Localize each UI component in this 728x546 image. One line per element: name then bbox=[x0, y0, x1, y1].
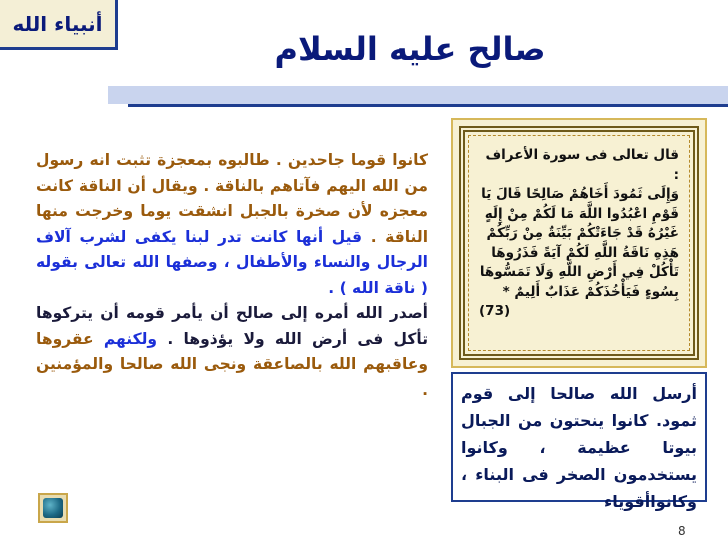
summary-box: أرسل الله صالحا إلى قوم ثمود. كانوا ينحتون من الجبال بيوتا عظيمة ، وكانوا يستخدمون الصخر فى البناء ، وكانواأقوياء bbox=[451, 372, 707, 502]
story-text-segment: أصدر الله أمره إلى صالح أن يأمر قومه أن يتركوها تأكل فى أرض الله ولا يؤذوها . bbox=[36, 304, 429, 348]
story-text-segment: عقروها وعاقبهم الله بالصاعقة ونجى الله صالحا والمؤمنين . bbox=[36, 329, 428, 399]
quran-verse: وَإِلَى ثَمُودَ أَخَاهُمْ صَالِحًا قَالَ يَا قَوْمِ اعْبُدُوا اللَّهَ مَا لَكُمْ مِنْ إِلَهٍ غَيْرُهُ قَدْ جَاءَتْكُمْ بَيِّنَةٌ مِنْ رَبِّكُمْ هَذِهِ نَاقَةُ اللَّهِ لَكُمْ آيَةً فَذَرُوهَا تَأْكُلْ فِي أَرْضِ اللَّهِ وَلَا تَمَسُّوهَا بِسُوءٍ فَيَأْخُذَكُمْ عَذَابٌ أَلِيمٌ * bbox=[479, 186, 679, 300]
page-title: صالح عليه السلام bbox=[274, 30, 546, 68]
story-paragraph-1 bbox=[36, 148, 428, 301]
page-number: 8 bbox=[678, 524, 686, 538]
corner-label: أنبياء الله bbox=[0, 0, 118, 50]
nav-button[interactable] bbox=[38, 493, 68, 523]
verse-number: (73) bbox=[479, 303, 511, 319]
story-text-segment: ولكنهم bbox=[103, 329, 168, 348]
title-band bbox=[108, 86, 728, 104]
story-text-segment: قيل أنها كانت تدر لبنا يكفى لشرب آلاف الرجال والنساء والأطفال ، وصفها الله تعالى بقوله ( ناقة الله ) . bbox=[36, 227, 428, 297]
story-text-segment: طالبوه بمعجزة تثبت انه رسول من الله اليهم فآتاهم بالناقة . ويقال أن الناقة كانت معجزه لأن صخرة بالجبل انشقت يوما وخرجت منها الناقة . bbox=[36, 151, 429, 246]
story-text bbox=[36, 148, 428, 403]
quran-verse-frame bbox=[459, 126, 699, 360]
quran-verse-box bbox=[451, 118, 707, 368]
story-text-segment: كانوا قوما جاحدين . bbox=[275, 151, 428, 169]
gem-stone-icon bbox=[43, 498, 63, 518]
story-paragraph-2 bbox=[36, 301, 428, 403]
title-rule bbox=[128, 104, 728, 107]
quran-heading: قال تعالى فى سورة الأعراف : bbox=[485, 147, 679, 183]
